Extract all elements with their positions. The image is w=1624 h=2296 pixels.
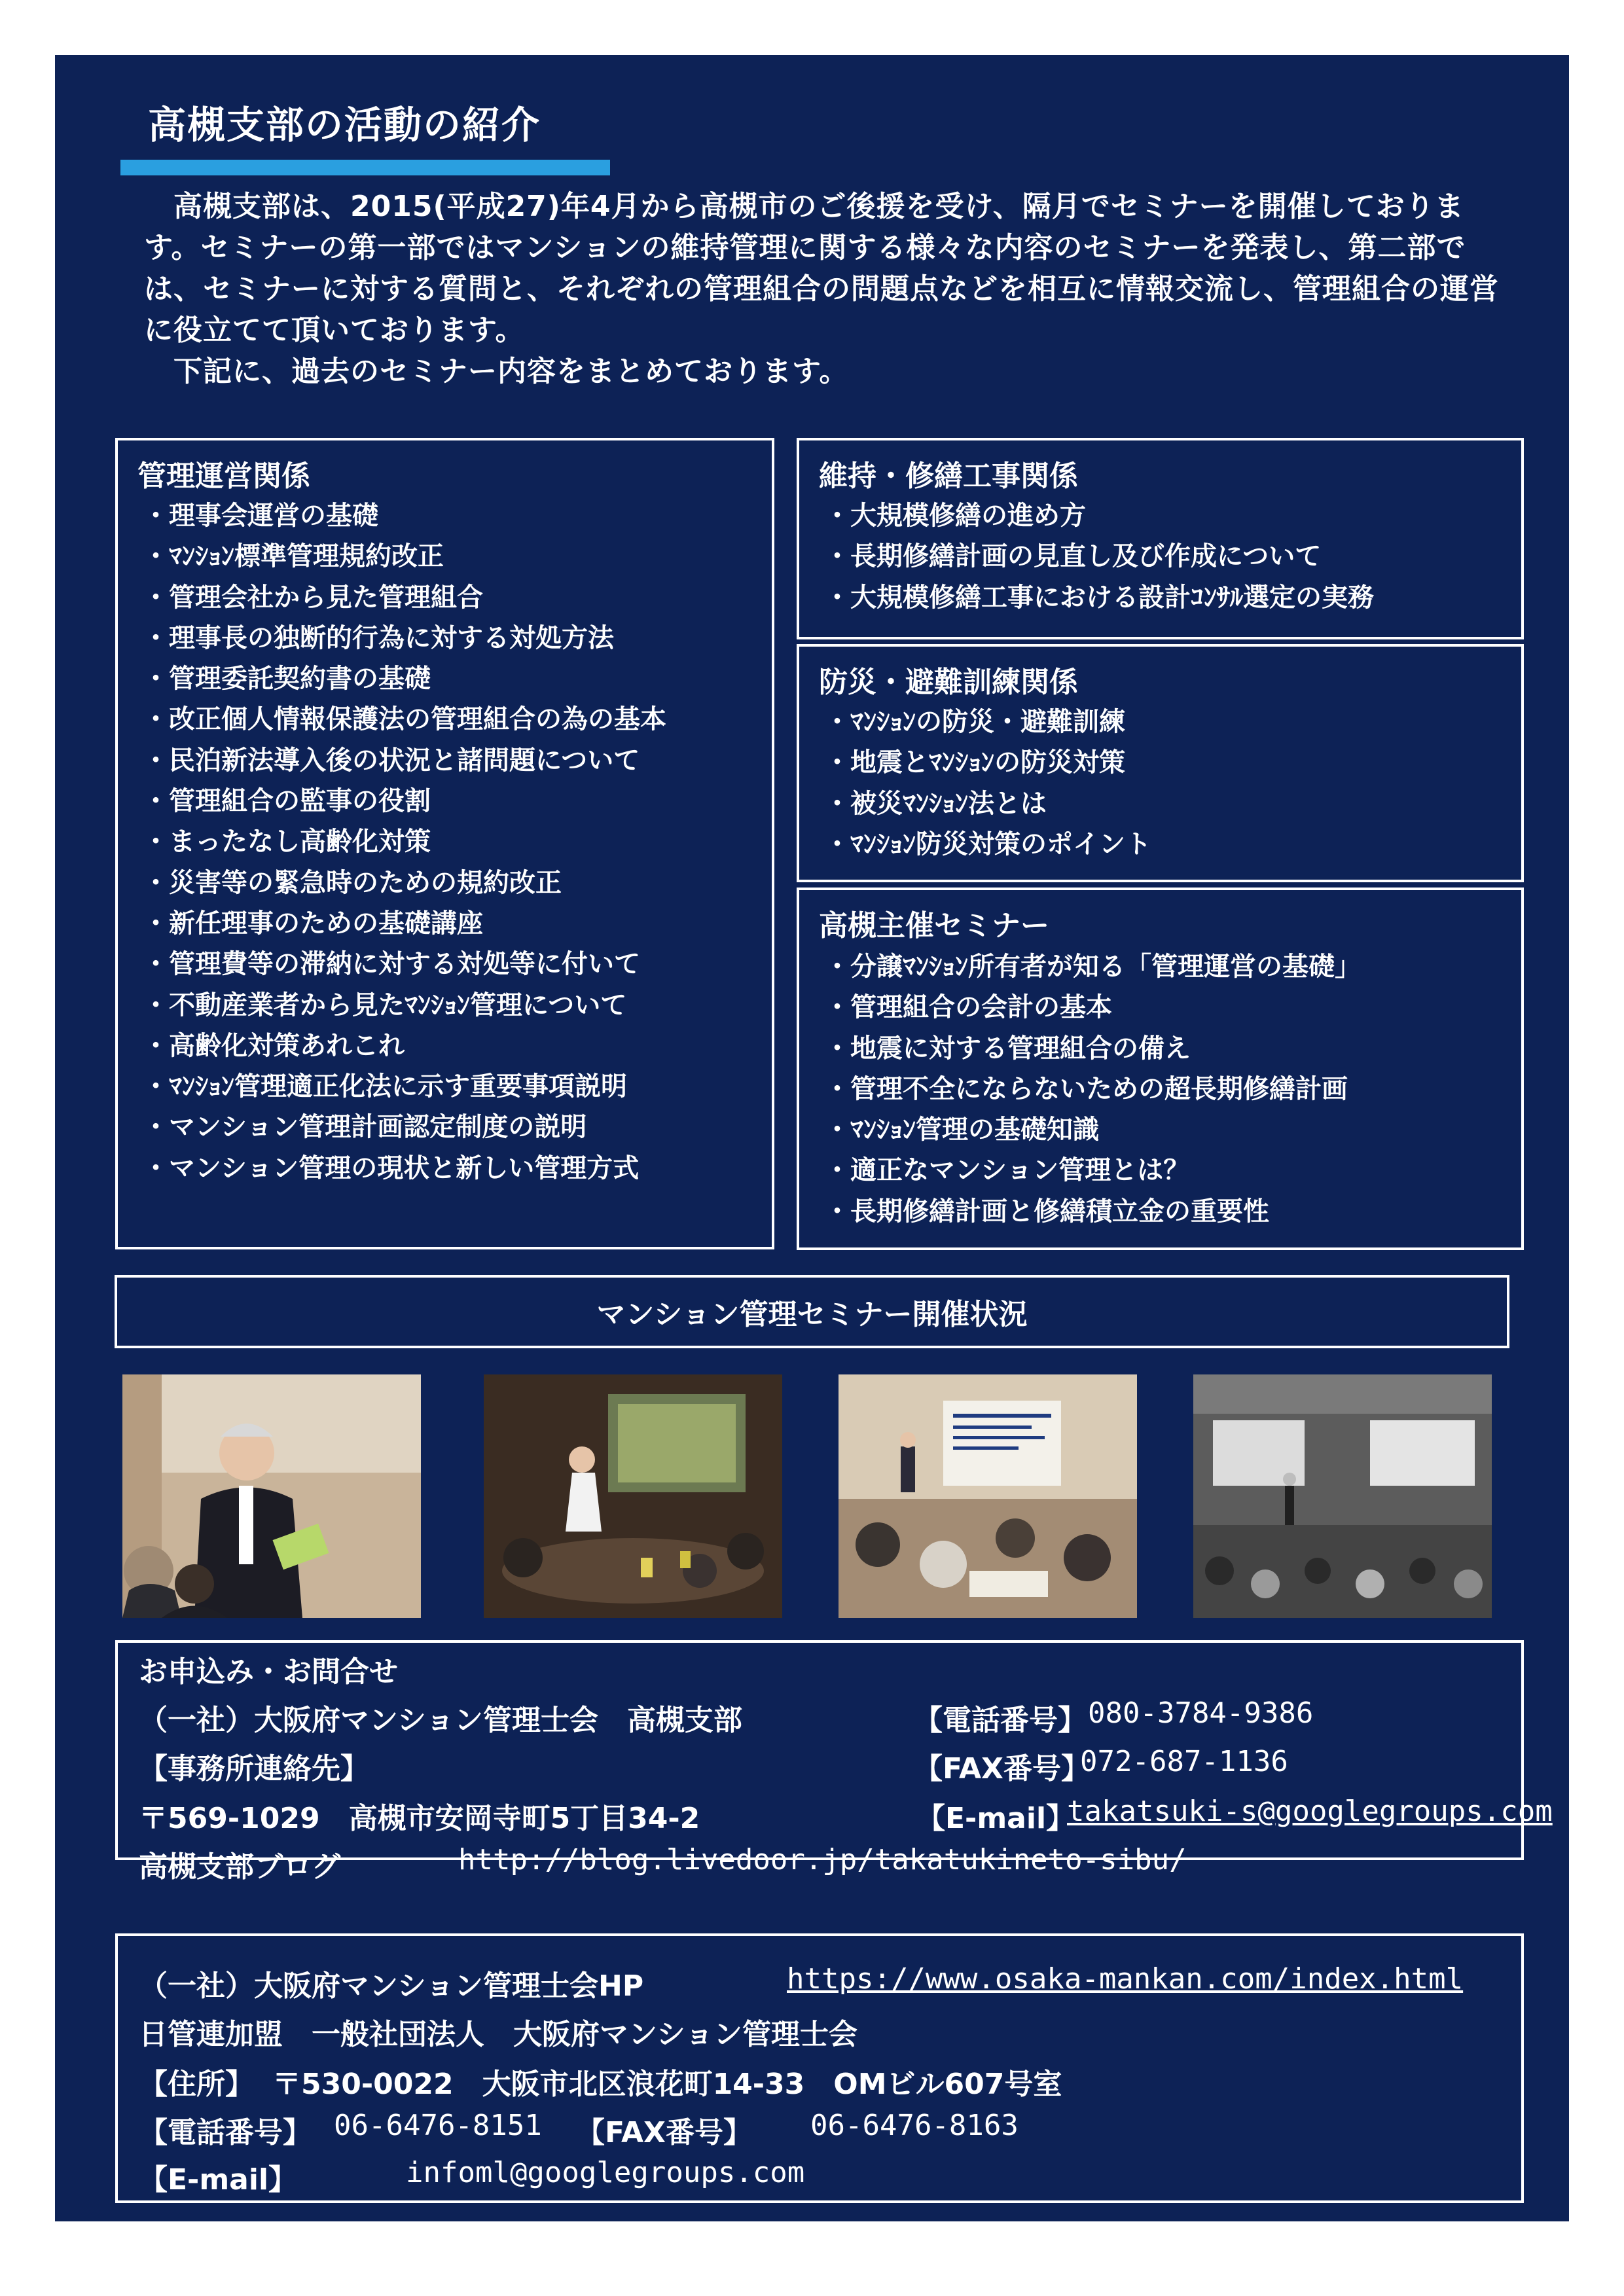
contact-blog-link[interactable]: http://blog.livedoor.jp/takatukineto-sibu/ xyxy=(458,1843,1187,1876)
management-seminar-item: ・まったなし高齢化対策 xyxy=(143,827,431,857)
management-seminar-item: ・ﾏﾝｼｮﾝ標準管理規約改正 xyxy=(143,541,444,572)
repair-seminar-item: ・長期修繕計画の見直し及び作成について xyxy=(824,541,1322,572)
disaster-seminar-item: ・ﾏﾝｼｮﾝの防災・避難訓練 xyxy=(824,707,1125,737)
contact-box xyxy=(115,1640,1553,1884)
hq-fax: 06-6476-8163 xyxy=(810,2109,1019,2142)
hosted-box xyxy=(797,888,1524,1250)
seminar-photo-speaker xyxy=(122,1374,421,1618)
contact-office-label: 【事務所連絡先】 xyxy=(139,1752,369,1785)
hosted-seminar-item: ・管理不全にならないための超長期修繕計画 xyxy=(824,1073,1348,1104)
contact-tel-label: 【電話番号】 xyxy=(914,1704,1087,1737)
management-seminar-item: ・不動産業者から見たﾏﾝｼｮﾝ管理について xyxy=(143,990,627,1020)
contact-address: 〒569-1029 高槻市安岡寺町5丁目34-2 xyxy=(139,1802,700,1835)
disaster-list xyxy=(824,702,1151,865)
hq-tel: 06-6476-8151 xyxy=(334,2109,542,2142)
hq-email[interactable]: infoml@googlegroups.com xyxy=(406,2156,805,2189)
disaster-seminar-item: ・ﾏﾝｼｮﾝ防災対策のポイント xyxy=(824,829,1151,859)
flyer-panel xyxy=(55,55,1569,2221)
intro-paragraph: 高槻支部は、2015(平成27)年4月から高槻市のご後援を受け、隔月でセミナーを開催しております。セミナーの第一部ではマンションの維持管理に関する様々な内容のセミナーを発表し、第二部では、セミナーに対する質問と、それぞれの管理組合の問題点などを相互に情報交流し、管理組合の運営に役立てて頂いております。 xyxy=(144,190,1499,347)
hq-fax-label: 【FAX番号】 xyxy=(576,2116,752,2149)
hq-box xyxy=(115,1933,1524,2203)
hosted-seminar-item: ・適正なマンション管理とは？ xyxy=(824,1155,1190,1186)
management-seminar-item: ・新任理事のための基礎講座 xyxy=(143,908,483,939)
repair-seminar-item: ・大規模修繕工事における設計ｺﾝｻﾙ選定の実務 xyxy=(824,582,1374,613)
management-seminar-item: ・ﾏﾝｼｮﾝ管理適正化法に示す重要事項説明 xyxy=(143,1071,627,1102)
contact-email-link[interactable]: takatsuki-s@googlegroups.com xyxy=(1067,1795,1553,1828)
contact-email-label: 【E-mail】 xyxy=(916,1802,1075,1835)
seminar-photo-audience xyxy=(839,1374,1137,1618)
hq-address: 〒530-0022 大阪市北区浪花町14-33 OMビル607号室 xyxy=(272,2068,1062,2101)
management-seminar-item: ・民泊新法導入後の状況と諸問題について xyxy=(143,745,640,776)
hosted-seminar-item: ・地震に対する管理組合の備え xyxy=(824,1033,1191,1064)
contact-blog-label: 高槻支部ブログ xyxy=(139,1850,340,1884)
hosted-seminar-item: ・分譲ﾏﾝｼｮﾝ所有者が知る「管理運営の基礎」 xyxy=(824,952,1361,982)
seminar-photo-projector xyxy=(484,1374,782,1618)
contact-tel: 080-3784-9386 xyxy=(1088,1696,1314,1730)
disaster-seminar-item: ・地震とﾏﾝｼｮﾝの防災対策 xyxy=(824,747,1125,778)
hq-hp-label: （一社）大阪府マンション管理士会HP xyxy=(139,1969,644,2003)
disaster-box xyxy=(797,644,1524,882)
seminar-status-title: マンション管理セミナー開催状況 xyxy=(115,1275,1509,1348)
management-seminar-item: ・管理組合の監事の役割 xyxy=(143,786,431,817)
hosted-list xyxy=(824,946,1361,1232)
management-box xyxy=(115,438,774,1249)
management-seminar-item: ・改正個人情報保護法の管理組合の為の基本 xyxy=(143,704,666,735)
hosted-seminar-item: ・管理組合の会計の基本 xyxy=(824,992,1112,1023)
management-seminar-item: ・高齢化対策あれこれ xyxy=(143,1030,405,1061)
repair-heading: 維持・修繕工事関係 xyxy=(819,459,1078,493)
contact-fax: 072-687-1136 xyxy=(1080,1745,1288,1778)
hosted-seminar-item: ・ﾏﾝｼｮﾝ管理の基礎知識 xyxy=(824,1115,1099,1145)
intro-paragraph-summary: 下記に、過去のセミナー内容をまとめております。 xyxy=(144,355,849,388)
management-seminar-item: ・災害等の緊急時のための規約改正 xyxy=(143,867,562,898)
management-seminar-item: ・管理会社から見た管理組合 xyxy=(143,582,483,613)
contact-fax-label: 【FAX番号】 xyxy=(914,1752,1090,1785)
management-seminar-item: ・マンション管理の現状と新しい管理方式 xyxy=(143,1153,640,1183)
hq-email-label: 【E-mail】 xyxy=(139,2163,298,2197)
intro-text xyxy=(144,186,1519,392)
disaster-seminar-item: ・被災ﾏﾝｼｮﾝ法とは xyxy=(824,788,1047,819)
disaster-heading: 防災・避難訓練関係 xyxy=(819,666,1078,699)
management-list xyxy=(143,495,666,1189)
repair-seminar-item: ・大規模修繕の進め方 xyxy=(824,501,1086,531)
management-heading: 管理運営関係 xyxy=(137,459,310,493)
hq-tel-label: 【電話番号】 xyxy=(139,2116,312,2149)
management-seminar-item: ・理事会運営の基礎 xyxy=(143,501,378,531)
hq-address-label: 【住所】 xyxy=(139,2068,254,2101)
management-seminar-item: ・管理委託契約書の基礎 xyxy=(143,664,431,694)
title-underline xyxy=(120,160,610,175)
seminar-photo-hall xyxy=(1193,1374,1492,1618)
hosted-heading: 高槻主催セミナー xyxy=(819,909,1049,942)
management-seminar-item: ・マンション管理計画認定制度の説明 xyxy=(143,1112,587,1143)
management-seminar-item: ・理事長の独断的行為に対する対処方法 xyxy=(143,622,614,653)
contact-org: （一社）大阪府マンション管理士会 高槻支部 xyxy=(139,1704,743,1737)
repair-box xyxy=(797,438,1524,639)
management-seminar-item: ・管理費等の滞納に対する対処等に付いて xyxy=(143,949,640,980)
contact-heading: お申込み・お問合せ xyxy=(139,1655,398,1689)
hq-hp-link[interactable]: https://www.osaka-mankan.com/index.html xyxy=(787,1962,1464,1996)
page-title: 高槻支部の活動の紹介 xyxy=(148,103,541,147)
hosted-seminar-item: ・長期修繕計画と修繕積立金の重要性 xyxy=(824,1196,1269,1227)
repair-list xyxy=(824,495,1374,618)
hq-federation: 日管連加盟 一般社団法人 大阪府マンション管理士会 xyxy=(139,2018,858,2051)
